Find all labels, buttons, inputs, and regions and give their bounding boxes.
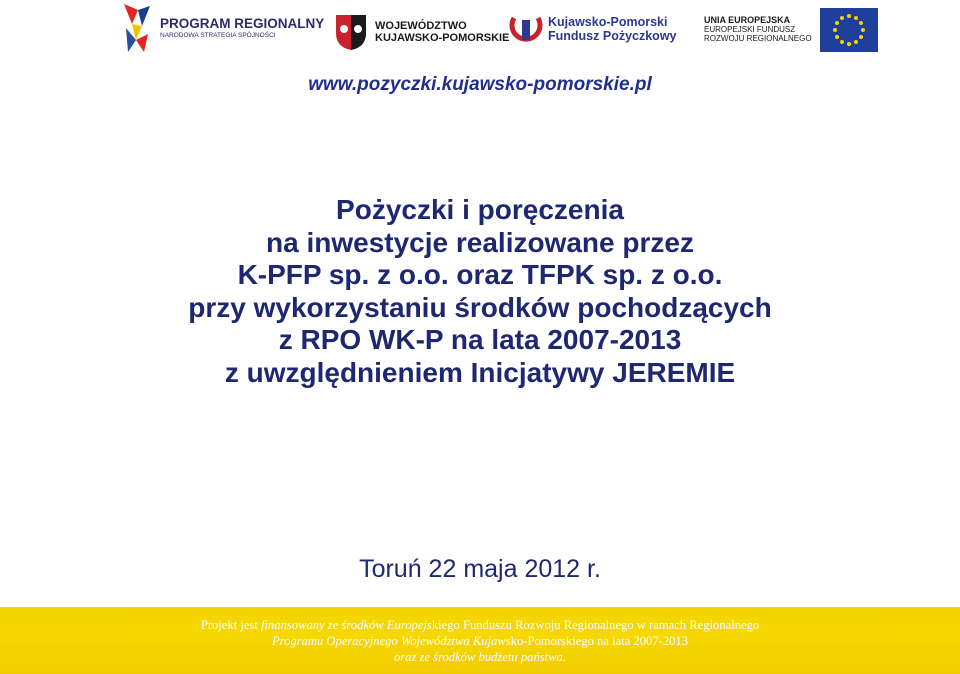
wojewodztwo-line2: KUJAWSKO-POMORSKIE [375, 32, 510, 44]
footer-line-3: oraz ze środków budżetu państwa. [393, 650, 566, 664]
eu-logo [704, 8, 878, 52]
program-regionalny-logo [122, 2, 324, 54]
fundusz-line1: Kujawsko-Pomorski [548, 15, 668, 30]
place-date: Toruń 22 maja 2012 r. [359, 555, 601, 583]
title-line-6: z uwzględnieniem Inicjatywy JEREMIE [224, 356, 736, 388]
eu-line1: UNIA EUROPEJSKA [704, 15, 791, 26]
title-line-2: na inwestycje realizowane przez [266, 226, 694, 258]
fundusz-line2: Fundusz Pożyczkowy [548, 29, 677, 43]
program-regionalny-emblem-icon [122, 2, 152, 54]
presentation-title [0, 194, 960, 389]
funding-footer [0, 607, 960, 674]
title-line-5: z RPO WK-P na lata 2007-2013 [278, 324, 682, 355]
wojewodztwo-line1: WOJEWÓDZTWO [375, 19, 467, 32]
footer-line-2: Programu Operacyjnego Województwa Kujawsko-Pomorskiego na lata 2007-2013 [271, 634, 689, 648]
title-line-1: Pożyczki i poręczenia [336, 194, 624, 225]
eu-flag-icon [820, 8, 878, 52]
coat-of-arms-icon [334, 13, 368, 51]
title-line-3: K-PFP sp. z o.o. oraz TFPK sp. z o.o. [237, 259, 723, 290]
title-line-4: przy wykorzystaniu środków pochodzących [188, 291, 772, 323]
logo-bar [0, 0, 960, 60]
eu-line3: ROZWOJU REGIONALNEGO [704, 33, 812, 43]
fundusz-emblem-icon [508, 14, 544, 46]
eu-line2: EUROPEJSKI FUNDUSZ [704, 25, 796, 35]
program-regionalny-subtitle: NARODOWA STRATEGIA SPÓJNOŚCI [160, 31, 276, 39]
program-regionalny-name: PROGRAM REGIONALNY [160, 16, 325, 31]
website-url[interactable]: www.pozyczki.kujawsko-pomorskie.pl [308, 74, 652, 95]
footer-line-1: Projekt jest finansowany ze środków Europejskiego Funduszu Rozwoju Regionalnego w ramach Regionalnego [200, 618, 760, 632]
fundusz-logo [508, 14, 677, 46]
wojewodztwo-logo [334, 13, 509, 51]
